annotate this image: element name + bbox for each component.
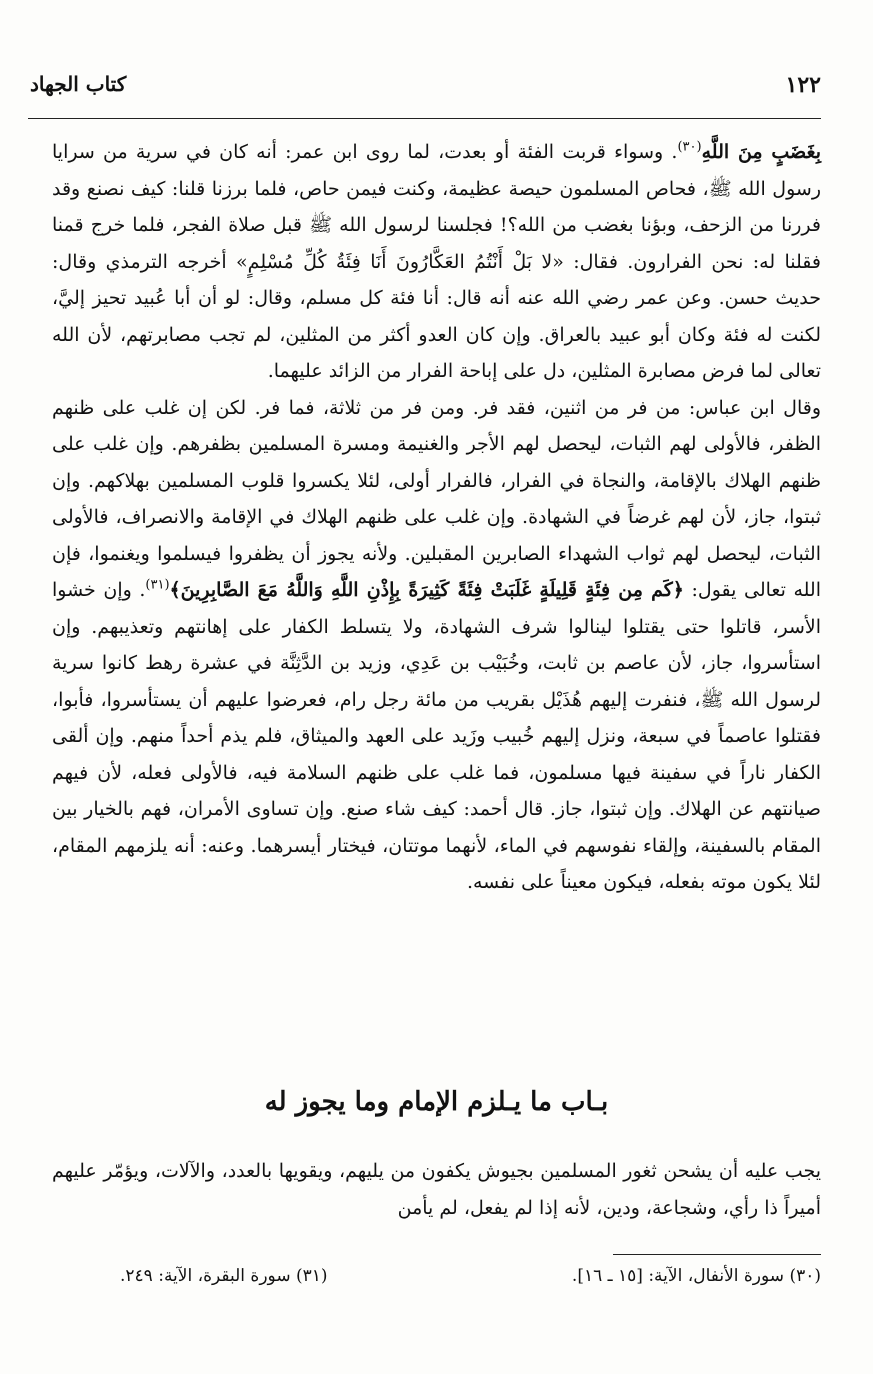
quran-verse: ﴿كَم مِن فِئَةٍ قَلِيلَةٍ غَلَبَتْ فِئَةً كَثِيرَةً بِإِذْنِ اللَّهِ وَاللَّهُ مَعَ الصَّابِرِينَ﴾ <box>169 579 684 601</box>
footnote-ref-30: (٣٠) <box>677 139 702 155</box>
paragraph-text: . وإن خشوا الأسر، قاتلوا حتى يقتلوا لينالوا شرف الشهادة، ولا يتسلط الكفار على إهانتهم وتعذيبهم. وإن استأسروا، جاز، لأن عاصم بن ثابت، وخُبَيْب بن عَدِي، وزيد بن الدَّثِنَّة في عشرة رهط كانوا سرية لرسول الله ﷺ، فنفرت إليهم هُذَيْل بقريب من مائة رجل رام، فعرضوا عليهم أن يستأسروا، فأبوا، فقتلوا عاصماً في سبعة، ونزل إليهم خُبيب وزَيد على العهد والميثاق، فلم يذم أحداً منهم. وإن ألقى الكفار ناراً في سفينة فيها مسلمون، فما غلب على ظنهم السلامة فيه، فالأولى فعله، لأن فيهم صيانتهم عن الهلاك. وإن ثبتوا، جاز. قال أحمد: كيف شاء صنع. وإن تساوى الأمران، فهم بالخيار بين المقام بالسفينة، وإلقاء نفوسهم في الماء، لأنهما موتتان، فيختار أيسرهما. وعنه: أنه يلزمهم المقام، لئلا يكون موته بفعله، فيكون معيناً على نفسه. <box>52 579 821 893</box>
footnote-divider <box>613 1254 821 1255</box>
footnotes <box>120 1266 821 1286</box>
section-text <box>52 1153 821 1226</box>
paragraph-2 <box>52 390 821 901</box>
footnote-31: (٣١) سورة البقرة، الآية: ٢٤٩. <box>120 1266 328 1286</box>
footnote-ref-31: (٣١) <box>145 577 170 593</box>
quran-verse: بِغَضَبٍ مِنَ اللَّهِ <box>701 141 821 163</box>
main-text <box>52 134 821 901</box>
paragraph-text: . وسواء قربت الفئة أو بعدت، لما روى ابن عمر: أنه كان في سرية من سرايا رسول الله ﷺ، فحاص المسلمون حيصة عظيمة، وكنت فيمن حاص، فلما برزنا قلنا: كيف نصنع وقد فررنا من الزحف، وبؤنا بغضب من الله؟! فجلسنا لرسول الله ﷺ قبل صلاة الفجر، فلما خرج قمنا فقلنا له: نحن الفرارون. فقال: «لا بَلْ أَنْتُمُ العَكَّارُونَ أَنَا فِئَةُ كُلِّ مُسْلِمٍ» أخرجه الترمذي وقال: حديث حسن. وعن عمر رضي الله عنه أنه قال: أنا فئة كل مسلم، وقال: لو أن أبا عُبيد تحيز إليَّ، لكنت له فئة وكان أبو عبيد بالعراق. وإن كان العدو أكثر من المثلين، لم تجب مصابرتهم، لأن الله تعالى لما فرض مصابرة المثلين، دل على إباحة الفرار من الزائد عليهما. <box>52 141 821 382</box>
footnote-30: (٣٠) سورة الأنفال، الآية: [١٥ ـ ١٦]. <box>571 1266 821 1286</box>
section-heading: بـاب ما يـلزم الإمام وما يجوز له <box>264 1087 609 1117</box>
header-divider <box>28 118 821 119</box>
paragraph-1 <box>52 134 821 390</box>
paragraph-text: وقال ابن عباس: من فر من اثنين، فقد فر. ومن فر من ثلاثة، فما فر. لكن إن غلب على ظنهم الظفر، فالأولى لهم الثبات، ليحصل لهم الأجر والغنيمة ومسرة المسلمين بظفرهم. وإن غلب على ظنهم الهلاك بالإقامة، والنجاة في الفرار، فالفرار أولى، لئلا يكسروا قلوب المسلمين بهلاكهم. وإن ثبتوا، جاز، لأن لهم غرضاً في الشهادة. وإن غلب على ظنهم الهلاك في الإقامة والانصراف، فالأولى الثبات، ليحصل لهم ثواب الشهداء الصابرين المقبلين. ولأنه يجوز أن يظفروا فيسلموا ويغنموا، فإن الله تعالى يقول: <box>52 396 822 601</box>
page-number: ١٢٢ <box>785 72 821 98</box>
section-paragraph: يجب عليه أن يشحن ثغور المسلمين بجيوش يكفون من يليهم، ويقويها بالعدد، والآلات، ويؤمّر عليهم أميراً ذا رأي، وشجاعة، ودين، لأنه إذا لم يفعل، لم يأمن <box>52 1160 821 1219</box>
running-header-title: كتاب الجهاد <box>30 72 127 96</box>
